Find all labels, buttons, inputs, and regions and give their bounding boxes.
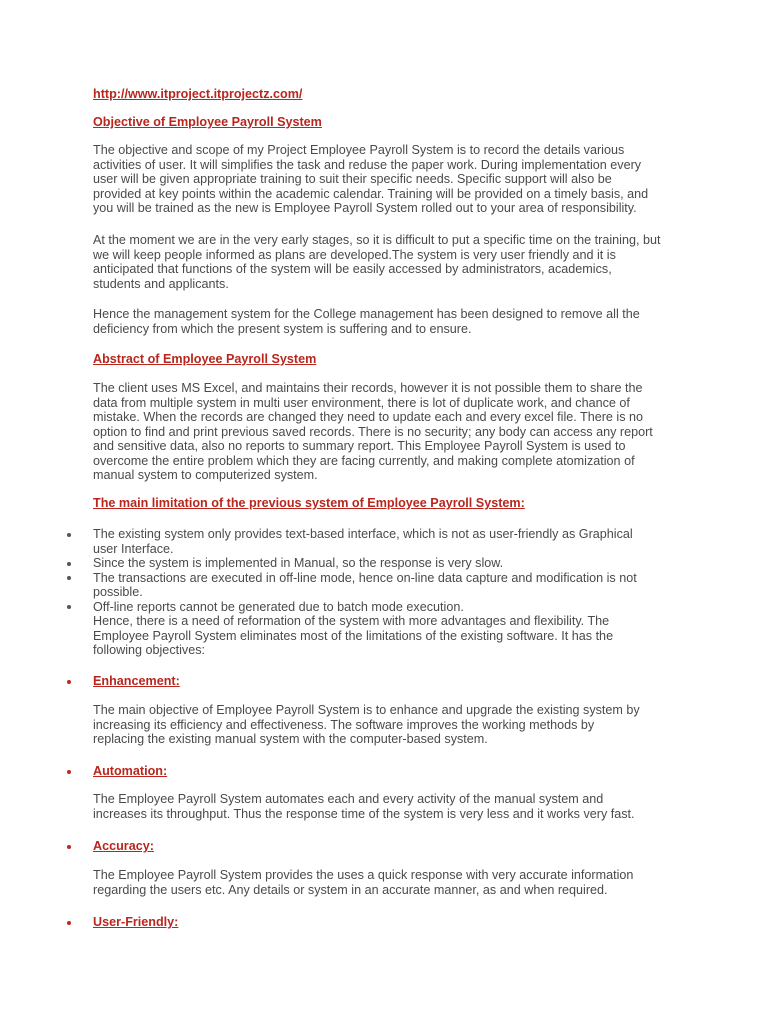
text-line: deficiency from which the present system is suffering and to ensure. <box>93 321 472 336</box>
limitations-list <box>93 527 637 658</box>
text-line: activities of user. It will simplifies the task and reduse the paper work. During implementation every <box>93 157 642 172</box>
heading-objective: Objective of Employee Payroll System <box>93 115 322 129</box>
list-item-line: The transactions are executed in off-line mode, hence on-line data capture and modification is not <box>93 570 637 585</box>
text-line: option to find and print previous saved records. There is no security; any body can access any report <box>93 424 653 439</box>
paragraph-objective-1 <box>93 143 648 216</box>
text-line: and sensitive data, also no reports to summary report. This Employee Payroll System is used to <box>93 439 626 453</box>
paragraph-objective-3 <box>93 307 640 336</box>
heading-limitation: The main limitation of the previous system of Employee Payroll System: <box>93 496 525 510</box>
paragraph-abstract <box>93 381 653 483</box>
list-item-line: Employee Payroll System eliminates most of the limitations of the existing software. It has the <box>93 628 614 643</box>
paragraph-accuracy <box>93 868 633 897</box>
text-line: user will be given appropriate training to suit their specific needs. Specific support will also be <box>93 172 612 186</box>
bullet-icon <box>67 845 73 851</box>
heading-enhancement: Enhancement: <box>93 674 180 688</box>
text-line: we will keep people informed as plans are developed.The system is very user friendly and it is <box>93 247 616 262</box>
text-line: At the moment we are in the very early stages, so it is difficult to put a specific time on the training, but <box>93 233 661 247</box>
text-line: The main objective of Employee Payroll System is to enhance and upgrade the existing system by <box>93 703 640 717</box>
list-item-line: possible. <box>93 585 143 599</box>
text-line: data from multiple system in multi user environment, there is lot of duplicate work, and chance of <box>93 395 630 410</box>
paragraph-automation <box>93 792 635 821</box>
text-line: The Employee Payroll System provides the uses a quick response with very accurate information <box>93 868 634 882</box>
text-line: The objective and scope of my Project Employee Payroll System is to record the details various <box>93 143 625 157</box>
text-line: provided at key points within the academic calendar. Training will be provided on a timely basis, and <box>93 186 649 201</box>
text-line: overcome the entire problem which they are facing currently, and making complete atomization of <box>93 453 635 468</box>
text-line: increasing its efficiency and effectiveness. The software improves the working methods by <box>93 717 595 732</box>
bullet-icon <box>67 921 73 927</box>
heading-user-friendly: User-Friendly: <box>93 915 179 929</box>
list-item-line: Since the system is implemented in Manual, so the response is very slow. <box>93 556 504 570</box>
list-item-line: user Interface. <box>93 541 174 556</box>
heading-automation: Automation: <box>93 764 168 778</box>
list-item-line: Hence, there is a need of reformation of the system with more advantages and flexibility. The <box>93 614 610 628</box>
text-line: students and applicants. <box>93 276 229 291</box>
text-line: anticipated that functions of the system will be easily accessed by administrators, academics, <box>93 262 612 276</box>
bullet-icon <box>67 562 73 568</box>
paragraph-objective-2 <box>93 233 660 291</box>
text-line: manual system to computerized system. <box>93 468 318 482</box>
text-line: you will be trained as the new is Employee Payroll System rolled out to your area of responsibility. <box>93 201 637 215</box>
list-item-line: The existing system only provides text-based interface, which is not as user-friendly as Graphical <box>93 527 633 541</box>
list-item-line: Off-line reports cannot be generated due to batch mode execution. <box>93 599 464 614</box>
text-line: replacing the existing manual system with the computer-based system. <box>93 732 488 746</box>
bullet-icon <box>67 605 73 611</box>
text-line: The client uses MS Excel, and maintains their records, however it is not possible them to share the <box>93 381 643 395</box>
bullet-icon <box>67 533 73 539</box>
text-line: regarding the users etc. Any details or system in an accurate manner, as and when required. <box>93 882 608 897</box>
bullet-icon <box>67 680 73 686</box>
list-item-line: following objectives: <box>93 643 206 657</box>
paragraph-enhancement <box>93 703 640 747</box>
bullet-icon <box>67 770 73 776</box>
bullet-icon <box>67 576 73 582</box>
text-line: The Employee Payroll System automates each and every activity of the manual system and <box>93 792 604 806</box>
heading-abstract: Abstract of Employee Payroll System <box>93 352 317 366</box>
site-link[interactable]: http://www.itproject.itprojectz.com/ <box>93 87 303 101</box>
text-line: increases its throughput. Thus the response time of the system is very less and it works very fast. <box>93 806 635 821</box>
text-line: mistake. When the records are changed they need to update each and every excel file. There is no <box>93 410 644 424</box>
heading-accuracy: Accuracy: <box>93 839 154 853</box>
text-line: Hence the management system for the College management has been designed to remove all the <box>93 307 640 321</box>
